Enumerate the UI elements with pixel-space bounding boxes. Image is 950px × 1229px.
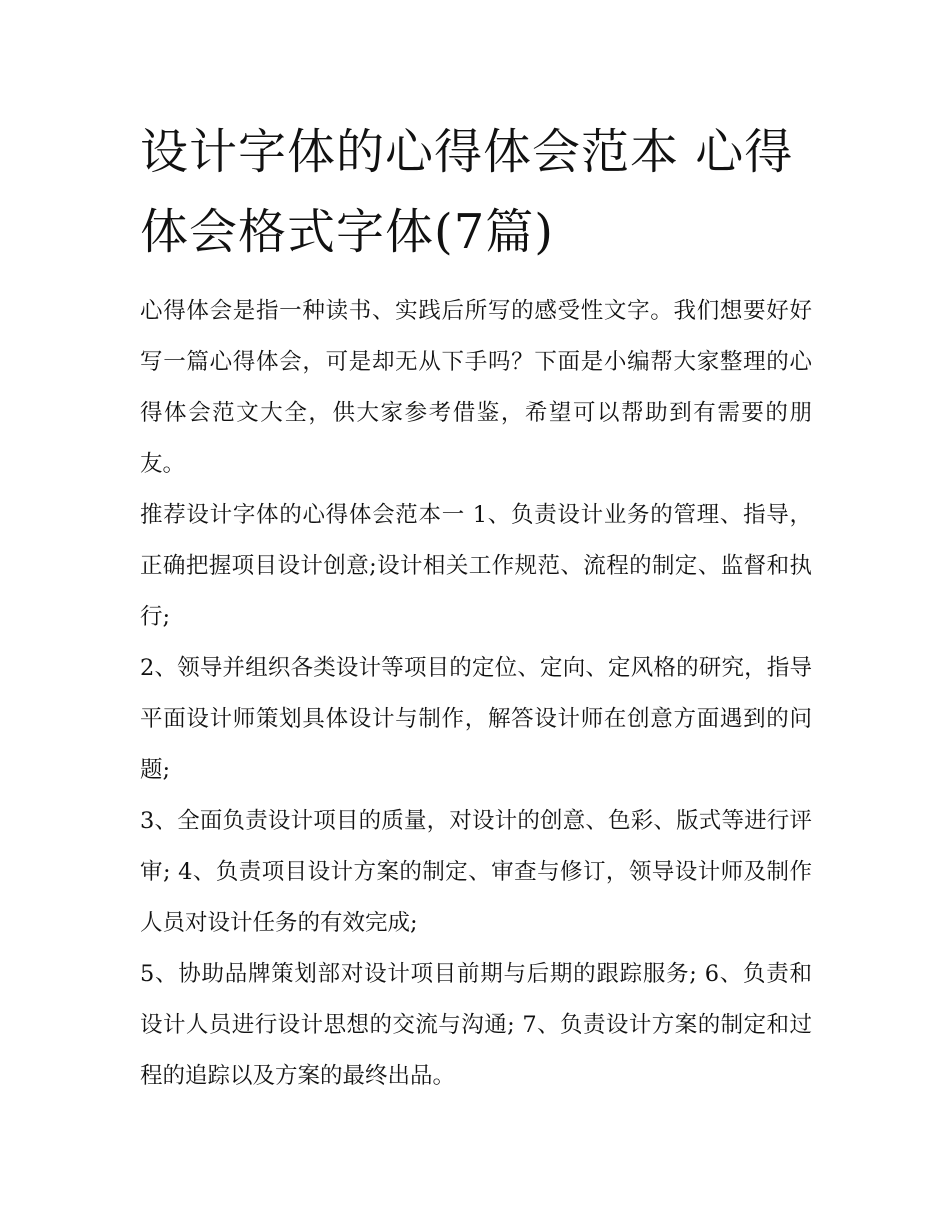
paragraph-item-1: 推荐设计字体的心得体会范本一 1、负责设计业务的管理、指导，正确把握项目设计创意;设计相关工作规范、流程的制定、监督和执行; [140,502,812,630]
paragraph-item-5-7: 5、协助品牌策划部对设计项目前期与后期的跟踪服务; 6、负责和设计人员进行设计思想的交流与沟通; 7、负责设计方案的制定和过程的追踪以及方案的最终出品。 [140,961,812,1089]
document-page [140,112,812,1102]
paragraph-item-3-4: 3、全面负责设计项目的质量，对设计的创意、色彩、版式等进行评审; 4、负责项目设计方案的制定、审查与修订，领导设计师及制作人员对设计任务的有效完成; [140,808,812,936]
document-title: 设计字体的心得体会范本 心得体会格式字体(7篇) [140,124,794,260]
paragraph-item-2: 2、领导并组织各类设计等项目的定位、定向、定风格的研究，指导平面设计师策划具体设计与制作，解答设计师在创意方面遇到的问题; [140,655,812,783]
intro-paragraph: 心得体会是指一种读书、实践后所写的感受性文字。我们想要好好写一篇心得体会，可是却无从下手吗？下面是小编帮大家整理的心得体会范文大全，供大家参考借鉴，希望可以帮助到有需要的朋友。 [140,298,812,477]
